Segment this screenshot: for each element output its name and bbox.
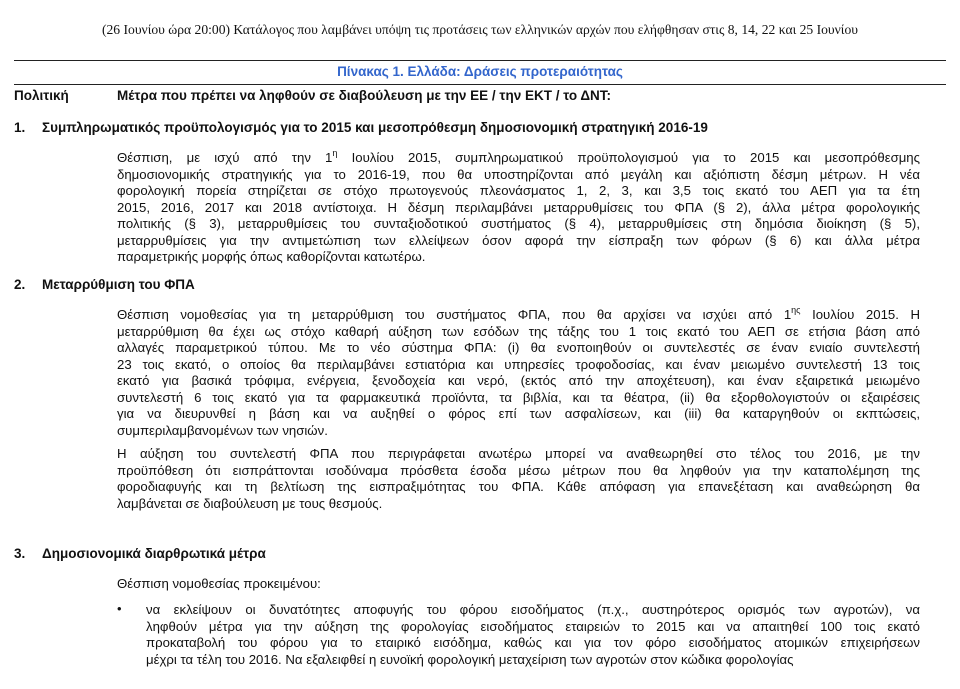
bullet-icon: •: [117, 601, 122, 616]
section-title: Δημοσιονομικά διαρθρωτικά μέτρα: [42, 546, 266, 561]
section-number: 1.: [14, 120, 26, 135]
paragraph-line: ληφθούν μέτρα για την αύξηση της φορολογίας εισοδήματος εταιρειών το 2015 και να απαιτηθεί 100 τοις εκατό: [146, 618, 920, 634]
paragraph-line: αλλαγές παραμετρικού τύπου. Με το νέο σύστημα ΦΠΑ: (i) θα ενοποιηθούν οι συντελεστές σε έναν ενιαίο συντελεστή: [117, 340, 920, 355]
section-2-paragraph-2: [117, 446, 920, 512]
paragraph-line: λαμβάνεται σε διαβούλευση με τους θεσμούς.: [117, 495, 383, 511]
section-1-heading: [14, 120, 708, 135]
paragraph-line: εκατό για βασικά τρόφιμα, ενέργεια, ξενοδοχεία και νερό, (εκτός από την αποχέτευση), και έναν εξαιρετικά μειωμένο: [117, 373, 920, 388]
section-title: Μεταρρύθμιση του ΦΠΑ: [42, 277, 195, 292]
section-3-intro: Θέσπιση νομοθεσίας προκειμένου:: [117, 576, 321, 591]
paragraph-line: προκαταβολή του φόρου για το εταιρικό εισόδημα, καθώς και για τον φόρο εισοδήματος ατομικών επιχειρήσεων: [146, 635, 920, 650]
column-header-measures: Μέτρα που πρέπει να ληφθούν σε διαβούλευση με την ΕΕ / την ΕΚΤ / το ΔΝΤ:: [117, 88, 612, 103]
section-2-heading: [14, 277, 195, 292]
paragraph-line: πολιτικής (§ 3), μεταρρυθμίσεις του συνταξιοδοτικού συστήματος (§ 4), μεταρρυθμίσεις στη δημόσια διοίκηση (§ 5),: [117, 216, 920, 231]
section-number: 3.: [14, 546, 26, 561]
section-2-paragraph: [117, 307, 920, 439]
paragraph-line: 23 τοις εκατό, ο οποίος θα περιλαμβάνει εστιατόρια και υπηρεσίες τροφοδοσίας, και έναν μειωμένο συντελεστή 13 τοις: [117, 356, 920, 372]
paragraph-line: φοροδιαφυγής και τη βελτίωση της εισπραξιμότητας του ΦΠΑ. Κάθε απόφαση για επανεξέταση και αναθεώρηση θα: [117, 479, 920, 494]
section-3-heading: [14, 546, 266, 561]
paragraph-line: συμπεριλαμβανομένων των νησιών.: [117, 422, 328, 438]
section-title: Συμπληρωματικός προϋπολογισμός για το 2015 και μεσοπρόθεσμη δημοσιονομική στρατηγική 2016-19: [42, 120, 708, 135]
top-rule: [14, 60, 946, 61]
paragraph-line: να εκλείψουν οι δυνατότητες αποφυγής του φόρου εισοδήματος (π.χ., αυστηρότερος ορισμός των αγροτών), να: [146, 602, 920, 617]
paragraph-line: φορολογική πορεία στηρίζεται σε στόχο πρωτογενούς πλεονάσματος 1, 2, 3, και 3,5 τοις εκατό του ΑΕΠ για τα έτη: [117, 183, 920, 198]
paragraph-line: για να διευρυνθεί η βάση και να αυξηθεί ο φόρος επί των ασφαλίσεων, και (iii) θα καταργηθούν οι εκπτώσεις,: [117, 406, 920, 421]
paragraph-line: δημοσιονομικής στρατηγικής για το 2016-19, που θα υποστηρίζονται από μεγάλη και αξιόπιστη δέσμη μέτρων. Η νέα: [117, 166, 920, 182]
header-note: (26 Ιουνίου ώρα 20:00) Κατάλογος που λαμβάνει υπόψη τις προτάσεις των ελληνικών αρχών που ελήφθησαν στις 8, 14, 22 και 25 Ιουνίου: [101, 22, 858, 37]
paragraph-line: συντελεστή 6 τοις εκατό για τα φαρμακευτικά προϊόντα, τα βιβλία, και τα θέατρα, (ii) θα εξορθολογιστούν οι εξαιρέσεις: [117, 389, 920, 405]
paragraph-line: Θέσπιση, με ισχύ από την $1^\eta$ Ιουλίου 2015, συμπληρωματικού προϋπολογισμού για το 2015 και μεσοπρόθεσμης: [117, 148, 920, 165]
section-number: 2.: [14, 277, 26, 292]
section-1-paragraph: [117, 150, 920, 266]
paragraph-line: Θέσπιση νομοθεσίας για τη μεταρρύθμιση του συστήματος ΦΠΑ, που θα αρχίσει να ισχύει από $1^{\eta\varsigma}$ Ιουλίου 2015. Η: [117, 305, 920, 322]
table-title: Πίνακας 1. Ελλάδα: Δράσεις προτεραιότητας: [337, 64, 623, 79]
paragraph-line: μεταρρυθμίσεις για την αντιμετώπιση των ελλείψεων όσον αφορά την είσπραξη των φόρων (§ 6) και άλλα μέτρα: [117, 232, 920, 248]
paragraph-line: μεταρρύθμιση θα έχει ως στόχο καθαρή αύξηση των εσόδων της τάξης του 1 τοις εκατό του ΑΕΠ σε ετήσια βάση από: [117, 323, 920, 339]
paragraph-line: 2015, 2016, 2017 και 2018 αντίστοιχα. Η δέσμη περιλαμβάνει μεταρρυθμίσεις του ΦΠΑ (§ 2), άλλα μέτρα φορολογικής: [117, 199, 920, 215]
section-3-bullet-item: [146, 602, 920, 668]
paragraph-line: μέχρι τα τέλη του 2016. Να εξαλειφθεί η ευνοϊκή φορολογική μεταχείριση των αγροτών στον κώδικα φορολογίας: [146, 651, 794, 667]
paragraph-line: Η αύξηση του συντελεστή ΦΠΑ που περιγράφεται ανωτέρω μπορεί να αναθεωρηθεί στο τέλος του 2016, με την: [117, 446, 920, 461]
title-rule: [14, 84, 946, 85]
column-header-policy: Πολιτική: [14, 88, 69, 103]
paragraph-line: παραμετρικής μορφής όπως καθορίζονται κατωτέρω.: [117, 249, 426, 264]
paragraph-line: προϋπόθεση ότι εισπράττονται ισοδύναμα πρόσθετα έσοδα μέσω μέτρων που θα ληφθούν για την καταπολέμηση της: [117, 462, 920, 478]
